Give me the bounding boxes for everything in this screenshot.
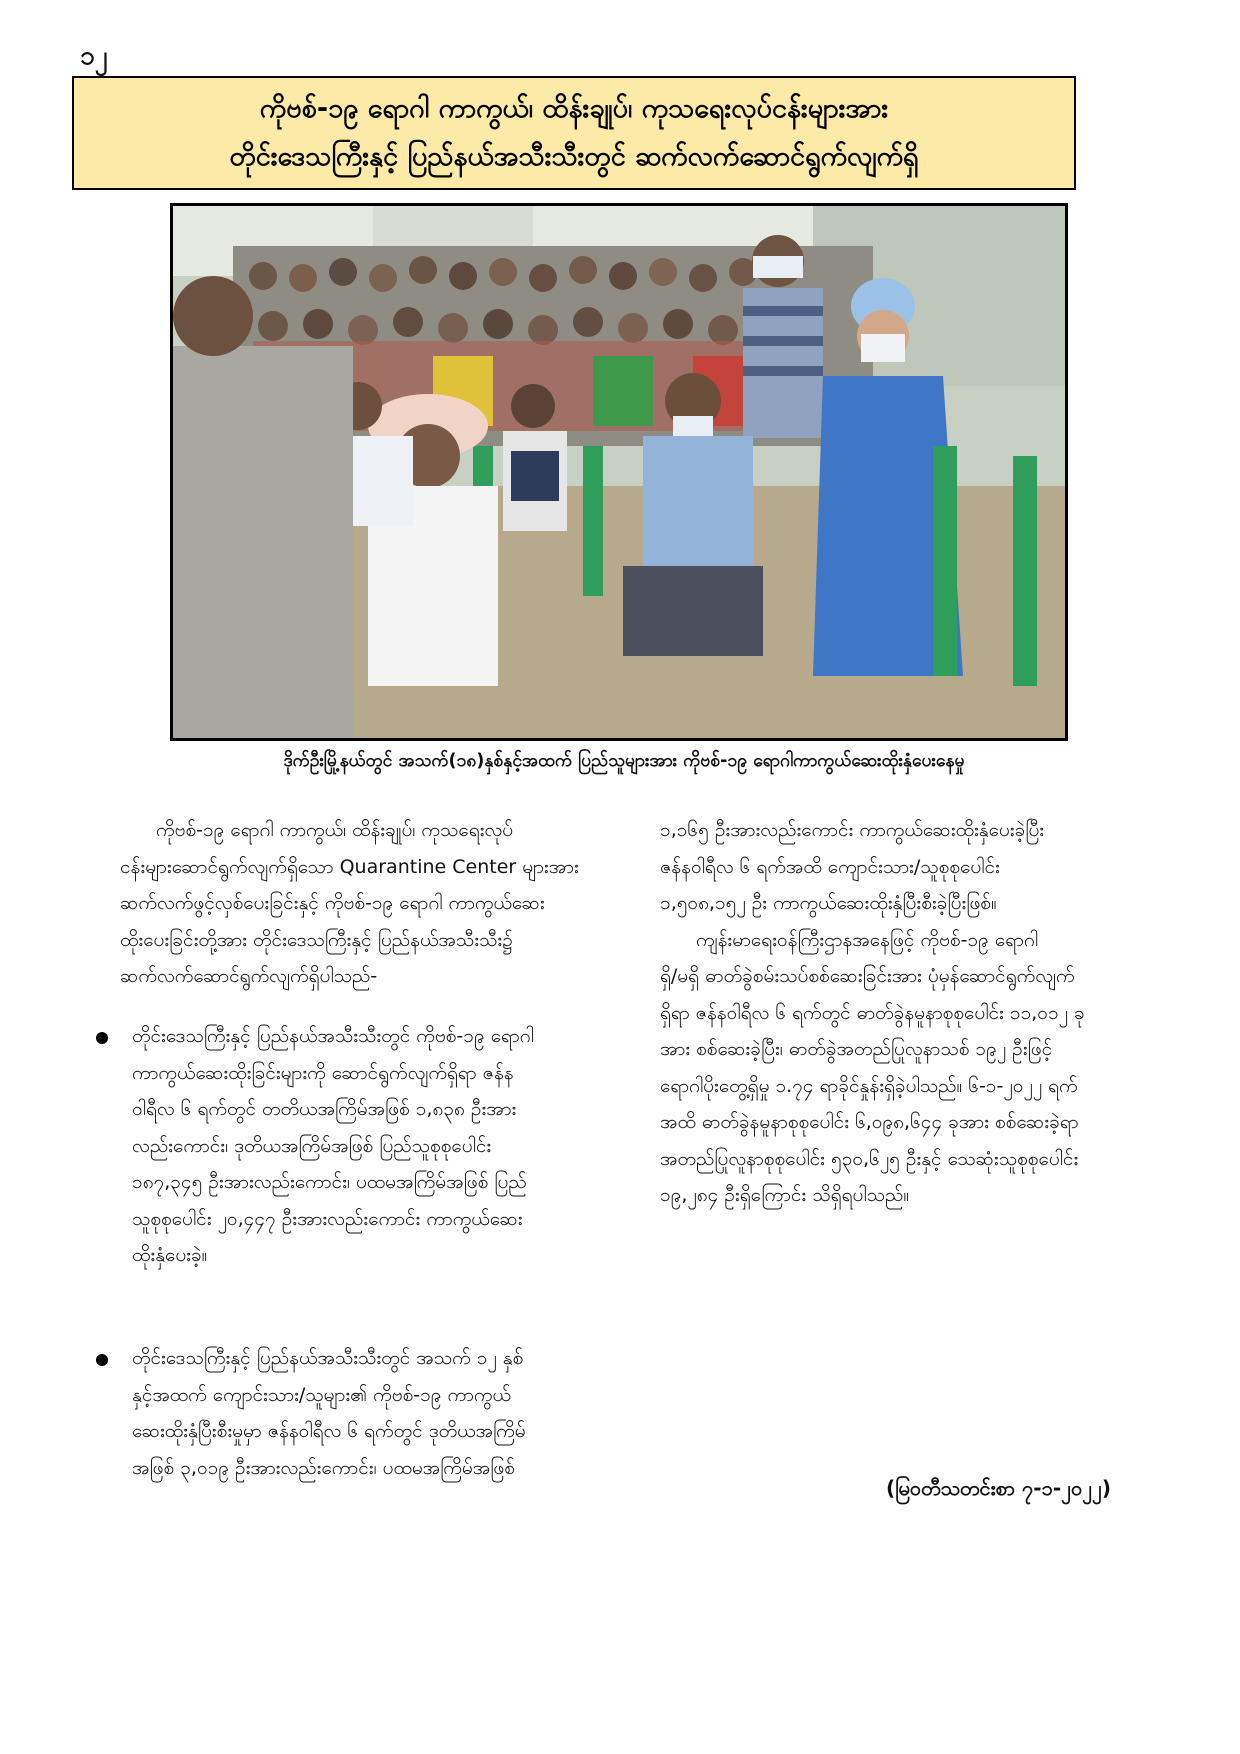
bullet-item-2 [132, 1340, 608, 1486]
bullet-line: တိုင်းဒေသကြီးနှင့် ပြည်နယ်အသီးသီးတွင် အသက် ၁၂ နှစ် [132, 1347, 524, 1369]
right-column [660, 812, 1160, 1214]
bullet-line: ထိုးနှံပေးခဲ့။ [132, 1244, 208, 1266]
intro-line: ထိုးပေးခြင်းတို့အား တိုင်းဒေသကြီးနှင့် ပြည်နယ်အသီးသီး၌ [120, 928, 513, 951]
source-credit: (မြဝတီသတင်းစာ ၇-၁-၂၀၂၂) [886, 1476, 1112, 1500]
page-number: ၁၂ [80, 41, 108, 71]
bullet-line: လည်းကောင်း၊ ဒုတိယအကြိမ်အဖြစ် ပြည်သူစုစုပေါင်း [132, 1134, 492, 1157]
left-column [120, 812, 608, 995]
vaccination-scene-illustration [173, 206, 1065, 738]
body-line: ရောဂါပိုးတွေ့ရှိမှု ၁.၇၄ ရာခိုင်နှုန်းရှိခဲ့ပါသည်။ ၆-၁-၂၀၂၂ ရက် [660, 1074, 1078, 1097]
body-line: အား စစ်ဆေးခဲ့ပြီး၊ ဓာတ်ခွဲအတည်ပြုလူနာသစ် ၁၉၂ ဦးဖြင့် [660, 1038, 1053, 1060]
bullet-line: တိုင်းဒေသကြီးနှင့် ပြည်နယ်အသီးသီးတွင် ကိုဗစ်-၁၉ ရောဂါ [132, 1025, 534, 1047]
body-line: အထိ ဓာတ်ခွဲနမူနာစုစုပေါင်း ၆,၀၉၈,၆၄၄ ခုအား စစ်ဆေးခဲ့ရာ [660, 1111, 1079, 1133]
intro-line: ဆက်လက်ဆောင်ရွက်လျက်ရှိပါသည်- [120, 965, 378, 987]
bullet-line: ကာကွယ်ဆေးထိုးခြင်းများကို ဆောင်ရွက်လျက်ရှိရာ ဇန်န [132, 1061, 514, 1084]
bullet-line: သူစုစုပေါင်း ၂၀,၄၄၇ ဦးအားလည်းကောင်း ကာကွယ်ဆေး [132, 1207, 523, 1230]
bullet-line: ဝါရီလ ၆ ရက်တွင် တတိယအကြိမ်အဖြစ် ၁,၈၃၈ ဦးအား [132, 1098, 517, 1120]
news-photo [170, 203, 1068, 741]
bullet-dot [96, 1354, 108, 1366]
intro-line: ကိုဗစ်-၁၉ ရောဂါ ကာကွယ်၊ ထိန်းချုပ်၊ ကုသရေးလုပ် [156, 819, 514, 841]
body-line: အတည်ပြုလူနာစုစုပေါင်း ၅၃၀,၆၂၅ ဦးနှင့် သေဆုံးသူစုစုပေါင်း [660, 1147, 1079, 1170]
photo-caption: ဒိုက်ဦးမြို့နယ်တွင် အသက်(၁၈)နှစ်နှင့်အထက် ပြည်သူများအား ကိုဗစ်-၁၉ ရောဂါကာကွယ်ဆေးထိုးနှံပေးနေမှု [283, 751, 965, 771]
bullet-line: အဖြစ် ၃,၀၁၉ ဦးအားလည်းကောင်း၊ ပထမအကြိမ်အဖြစ် [132, 1456, 515, 1479]
bullet-item-1 [132, 1018, 608, 1274]
headline-line-1: ကိုဗစ်-၁၉ ရောဂါ ကာကွယ်၊ ထိန်းချုပ်၊ ကုသရေးလုပ်ငန်းများအား [259, 93, 889, 124]
body-line: ရှိရာ ဇန်နဝါရီလ ၆ ရက်တွင် ဓာတ်ခွဲနမူနာစုစုပေါင်း ၁၁,၀၁၂ ခု [660, 1001, 1085, 1024]
body-line: ၁၉,၂၈၄ ဦးရှိကြောင်း သိရှိရပါသည်။ [660, 1184, 910, 1206]
body-line: ၁,၅၀၈,၁၅၂ ဦး ကာကွယ်ဆေးထိုးနှံပြီးစီးခဲ့ပြီးဖြစ်။ [660, 892, 997, 914]
headline-line-2: တိုင်းဒေသကြီးနှင့် ပြည်နယ်အသီးသီးတွင် ဆက်လက်ဆောင်ရွက်လျက်ရှိ [229, 141, 919, 172]
body-line: ကျန်းမာရေးဝန်ကြီးဌာနအနေဖြင့် ကိုဗစ်-၁၉ ရောဂါ [696, 928, 1039, 951]
intro-line: ငန်းများဆောင်ရွက်လျက်ရှိသော Quarantine Center များအား [120, 855, 579, 878]
headline-box [72, 76, 1076, 190]
body-line: ရှိ/မရှိ ဓာတ်ခွဲစမ်းသပ်စစ်ဆေးခြင်းအား ပုံမှန်ဆောင်ရွက်လျက် [660, 965, 1075, 987]
bullet-line: ဆေးထိုးနှံပြီးစီးမှုမှာ ဇန်နဝါရီလ ၆ ရက်တွင် ဒုတိယအကြိမ် [132, 1420, 526, 1442]
intro-line: ဆက်လက်ဖွင့်လှစ်ပေးခြင်းနှင့် ကိုဗစ်-၁၉ ရောဂါ ကာကွယ်ဆေး [120, 892, 545, 914]
bullet-dot [96, 1032, 108, 1044]
body-line: ၁,၁၆၅ ဦးအားလည်းကောင်း ကာကွယ်ဆေးထိုးနှံပေးခဲ့ပြီး [660, 819, 1045, 841]
body-line: ဇန်နဝါရီလ ၆ ရက်အထိ ကျောင်းသား/သူစုစုပေါင်း [660, 855, 1000, 878]
bullet-line: ၁၈၇,၃၄၅ ဦးအားလည်းကောင်း၊ ပထမအကြိမ်အဖြစ် ပြည် [132, 1171, 527, 1193]
bullet-line: နှင့်အထက် ကျောင်းသား/သူများ၏ ကိုဗစ်-၁၉ ကာကွယ် [132, 1383, 511, 1406]
